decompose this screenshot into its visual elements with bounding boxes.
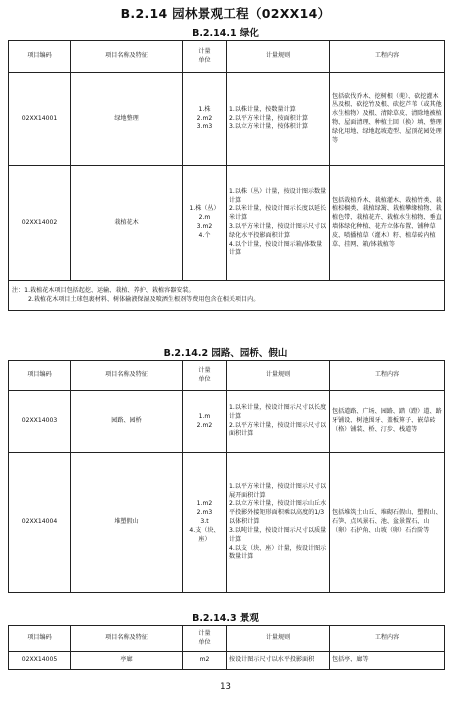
- item-units: 1.m 2.m2: [183, 391, 227, 453]
- item-rules: 1.以平方米计量，按设计图示尺寸以展开面积计算 2.以立方米计量，按设计图示山丘水平投影外接矩形面积乘以高度的1/3以体积计算 3.以吨计量，按设计图示尺寸以质量计算 4.以支（块、座）计量，按设计图示数量计算: [227, 453, 330, 593]
- item-rules: 1.以株计量，按数量计算 2.以平方米计量，按面积计算 3.以立方米计量，按体积计算: [227, 73, 330, 166]
- table-row: [9, 652, 445, 670]
- table-landscape: [8, 625, 445, 670]
- note-2: 2.栽植花木项目土球包裹材料、树体输液保湿及喷洒生根剂等费用包含在相关项目内。: [28, 295, 260, 303]
- section-title-roads: B.2.14.2 园路、园桥、假山: [163, 348, 288, 359]
- header-rule: 计量规则: [227, 41, 330, 73]
- item-code: 02XX14002: [9, 166, 71, 281]
- header-rule: 计量规则: [227, 626, 330, 652]
- section-title-landscape: B.2.14.3 景观: [192, 613, 259, 624]
- table-row: [9, 453, 445, 593]
- header-work: 工程内容: [330, 626, 445, 652]
- item-work: 包括亭、廊等: [330, 652, 445, 670]
- table-roads-bridges-rockery: [8, 360, 445, 593]
- header-unit: 计量 单位: [183, 626, 227, 652]
- item-units: m2: [183, 652, 227, 670]
- header-code: 项目编码: [9, 361, 71, 391]
- page-number: 13: [220, 682, 231, 692]
- item-name: 绿地整理: [71, 73, 183, 166]
- item-rules: 1.以米计量，按设计图示尺寸以长度计算 2.以平方米计量，按设计图示尺寸以面积计算: [227, 391, 330, 453]
- item-code: 02XX14004: [9, 453, 71, 593]
- header-work: 工程内容: [330, 361, 445, 391]
- item-name: 亭廊: [71, 652, 183, 670]
- item-code: 02XX14001: [9, 73, 71, 166]
- header-name: 项目名称及特征: [71, 626, 183, 652]
- header-code: 项目编码: [9, 41, 71, 73]
- table-row: [9, 73, 445, 166]
- item-name: 园路、园桥: [71, 391, 183, 453]
- header-code: 项目编码: [9, 626, 71, 652]
- page-title: B.2.14 园林景观工程（02XX14）: [120, 6, 331, 21]
- header-name: 项目名称及特征: [71, 41, 183, 73]
- note-1: 注：1.栽植花木项目包括起挖、运输、栽植、养护、栽植容器安装。: [12, 286, 195, 294]
- header-name: 项目名称及特征: [71, 361, 183, 391]
- item-name: 栽植花木: [71, 166, 183, 281]
- item-code: 02XX14003: [9, 391, 71, 453]
- item-code: 02XX14005: [9, 652, 71, 670]
- item-units: 1.株 2.m2 3.m3: [183, 73, 227, 166]
- table-row: [9, 166, 445, 281]
- item-work: 包括道路、广场、园路、踏（蹬）道、路牙铺设、树池围牙、盖板箅子、嵌草砖（格）铺装、桥、汀步、栈道等: [330, 391, 445, 453]
- item-units: 1.株（丛） 2.m 3.m2 4.个: [183, 166, 227, 281]
- header-unit: 计量 单位: [183, 361, 227, 391]
- header-unit: 计量 单位: [183, 41, 227, 73]
- table-greening: [8, 40, 445, 311]
- item-work: 包括砍伐乔木、挖树根（蔸）、砍挖灌木丛及根、砍挖竹及根、砍挖芦苇（或其他水生植物）及根、清除草皮、清除地被植物、屋面清理、种植土回（换）填、整理绿化用地、绿地起坡造型、屋顶花园处理等: [330, 73, 445, 166]
- item-rules: 1.以株（丛）计量，按设计图示数量计算 2.以米计量，按设计图示长度以延长米计算 3.以平方米计量，按设计图示尺寸以绿化水平投影面积计算 4.以个计量，按设计图示箱/体数量计算: [227, 166, 330, 281]
- table-row: [9, 391, 445, 453]
- item-work: 包括堆筑土山丘、堆砌石假山、塑假山、石笋、点风景石、池、盆景置石、山（卵）石护角、山坡（卵）石台阶等: [330, 453, 445, 593]
- item-units: 1.m2 2.m3 3.t 4.支（块、座）: [183, 453, 227, 593]
- header-rule: 计量规则: [227, 361, 330, 391]
- item-name: 堆塑假山: [71, 453, 183, 593]
- header-work: 工程内容: [330, 41, 445, 73]
- item-work: 包括栽植乔木、栽植灌木、栽植竹类、栽植棕榈类、栽植绿篱、栽植攀缘植物、栽植色带、栽植花卉、栽植水生植物、垂直墙体绿化种植、花卉立体布置、铺种草皮、喷播植草（灌木）籽、植草砖内植草、挂网、箱/钵栽植等: [330, 166, 445, 281]
- item-rules: 按设计图示尺寸以水平投影面积: [227, 652, 330, 670]
- section-title-greening: B.2.14.1 绿化: [192, 28, 259, 39]
- table-notes: [9, 281, 445, 311]
